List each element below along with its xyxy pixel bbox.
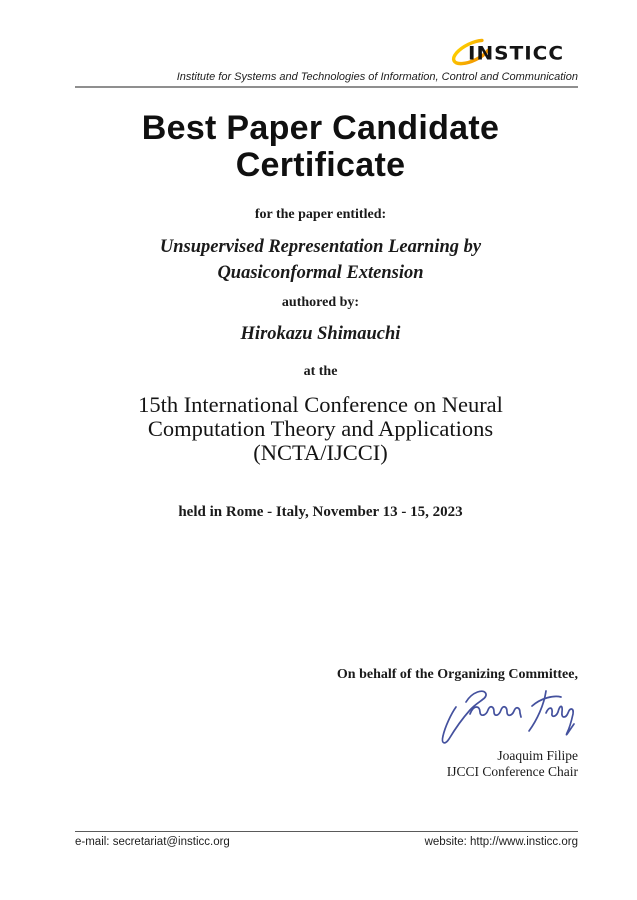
header-divider	[75, 86, 578, 88]
conference-name-line1: 15th International Conference on Neural	[138, 392, 503, 417]
at-the-label: at the	[303, 364, 338, 379]
paper-title-line1: Unsupervised Representation Learning by	[159, 237, 482, 257]
handwritten-signature-icon	[420, 686, 584, 746]
certificate-title	[69, 110, 572, 184]
signer-name: Joaquim Filipe	[497, 748, 578, 763]
footer-website: website: http://www.insticc.org	[424, 836, 578, 848]
certificate-title-line1: Best Paper Candidate	[141, 109, 500, 147]
certificate-title-line2: Certificate	[235, 146, 406, 184]
signature-block	[158, 666, 578, 780]
insticc-logo-text: INSTICC	[468, 41, 565, 65]
conference-name	[69, 393, 572, 465]
paper-title-line2: Quasiconformal Extension	[217, 263, 424, 283]
institute-tagline: Institute for Systems and Technologies of Information, Control and Communication	[176, 71, 578, 83]
author-name: Hirokazu Shimauchi	[240, 324, 401, 344]
conference-name-line3: (NCTA/IJCCI)	[253, 440, 388, 465]
signer-role: IJCCI Conference Chair	[446, 764, 578, 779]
paper-title	[69, 234, 572, 286]
authored-by-label: authored by:	[281, 295, 360, 310]
footer-email: e-mail: secretariat@insticc.org	[75, 836, 230, 848]
paper-entitled-label: for the paper entitled:	[254, 207, 387, 222]
footer-divider	[75, 831, 578, 832]
insticc-logo	[454, 36, 580, 70]
conference-name-line2: Computation Theory and Applications	[147, 416, 494, 441]
on-behalf-label: On behalf of the Organizing Committee,	[336, 667, 578, 682]
venue-date-line: held in Rome - Italy, November 13 - 15, 2023	[178, 504, 463, 520]
footer	[75, 836, 578, 848]
